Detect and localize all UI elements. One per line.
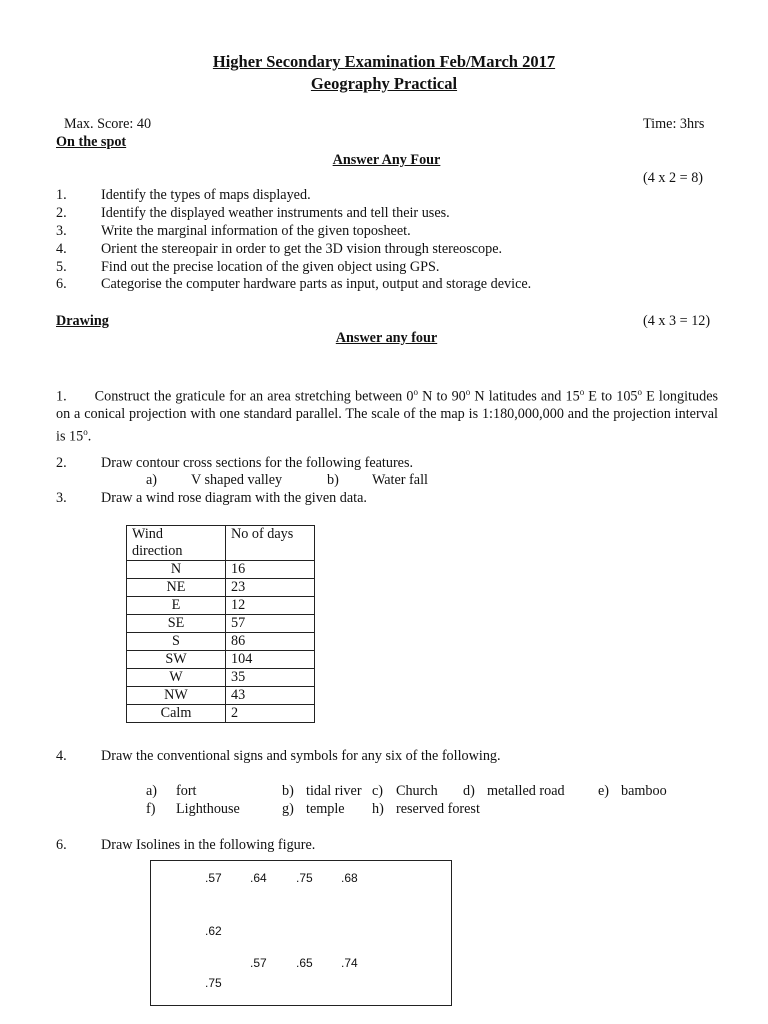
isoline-value: .62: [205, 924, 222, 938]
table-cell: W: [127, 669, 226, 687]
question-text: Identify the types of maps displayed.: [101, 187, 311, 203]
table-cell: N: [127, 561, 226, 579]
question-number: 4.: [56, 241, 67, 257]
question-number: 2.: [56, 455, 67, 471]
option-text: V shaped valley: [191, 472, 283, 488]
question-text: Categorise the computer hardware parts as input, output and storage device.: [101, 276, 532, 292]
question-text: Orient the stereopair in order to get the 3D vision through stereoscope.: [101, 241, 503, 257]
question-text: Find out the precise location of the given object using GPS.: [101, 259, 440, 275]
option-label: b): [327, 472, 339, 488]
question-text: Write the marginal information of the given toposheet.: [101, 223, 411, 239]
table-cell: NE: [127, 579, 226, 597]
table-cell: 16: [226, 561, 315, 579]
question-number: 1.: [56, 388, 67, 405]
table-row: [127, 687, 315, 705]
option-label: a): [146, 472, 158, 488]
drawing-instruction: Answer any four: [335, 330, 438, 346]
drawing-heading: Drawing: [56, 313, 109, 329]
question-number: 3.: [56, 490, 67, 506]
question-number: 6.: [56, 837, 67, 853]
exam-title: Higher Secondary Examination Feb/March 2017: [212, 52, 556, 71]
table-cell: SE: [127, 615, 226, 633]
max-score: Max. Score: 40: [64, 116, 152, 132]
table-row: [127, 561, 315, 579]
option-label: g): [282, 801, 294, 817]
time-allowed: Time: 3hrs: [643, 116, 705, 132]
table-row: [127, 633, 315, 651]
table-cell: 104: [226, 651, 315, 669]
question-text: Draw contour cross sections for the following features.: [101, 455, 414, 471]
table-row: [127, 669, 315, 687]
question-number: 5.: [56, 259, 67, 275]
option-text: reserved forest: [396, 801, 480, 817]
question-text: Draw Isolines in the following figure.: [101, 837, 316, 853]
option-label: d): [463, 783, 475, 799]
table-row: [127, 651, 315, 669]
on-the-spot-heading: On the spot: [56, 134, 127, 150]
table-header-row: [127, 526, 315, 561]
option-label: f): [146, 801, 156, 817]
table-cell: 57: [226, 615, 315, 633]
isoline-value: .57: [250, 956, 267, 970]
option-text: tidal river: [306, 783, 362, 799]
question-text: Draw a wind rose diagram with the given data.: [101, 490, 367, 506]
isoline-value: .64: [250, 871, 267, 885]
table-cell: 2: [226, 705, 315, 723]
option-label: a): [146, 783, 158, 799]
table-cell: E: [127, 597, 226, 615]
question-number: 6.: [56, 276, 67, 292]
option-label: b): [282, 783, 294, 799]
isoline-value: .65: [296, 956, 313, 970]
question-number: 2.: [56, 205, 67, 221]
on-the-spot-marks: (4 x 2 = 8): [643, 170, 704, 186]
question-number: 3.: [56, 223, 67, 239]
table-cell: 35: [226, 669, 315, 687]
table-cell: S: [127, 633, 226, 651]
option-text: Lighthouse: [176, 801, 240, 817]
question-number: 1.: [56, 187, 67, 203]
table-cell: 23: [226, 579, 315, 597]
table-cell: 12: [226, 597, 315, 615]
question-1: 1. Construct the graticule for an area stretching between 0$^o$ N to 90$^o$ N latitudes and 15$^o$ E to 105$^o$ E longitudes on a conical projection with one standard parallel. The scale of the map is 1:180,000,000 and the projection interval is 15$^o$.: [56, 387, 719, 445]
table-row: [127, 597, 315, 615]
question-number: 4.: [56, 748, 67, 764]
option-label: c): [372, 783, 384, 799]
isoline-value: .68: [341, 871, 358, 885]
table-cell: 43: [226, 687, 315, 705]
exam-subtitle: Geography Practical: [310, 74, 458, 93]
question-text: Identify the displayed weather instruments and tell their uses.: [101, 205, 450, 221]
isoline-value: .74: [341, 956, 358, 970]
table-row: [127, 705, 315, 723]
option-text: Water fall: [372, 472, 428, 488]
table-row: [127, 615, 315, 633]
option-text: Church: [396, 783, 438, 799]
question-text: Draw the conventional signs and symbols for any six of the following.: [101, 748, 501, 764]
option-label: h): [372, 801, 384, 817]
table-cell: SW: [127, 651, 226, 669]
option-label: e): [598, 783, 610, 799]
option-text: fort: [176, 783, 197, 799]
table-cell: NW: [127, 687, 226, 705]
column-header-wind-direction: Wind direction: [127, 526, 226, 561]
isoline-figure: [150, 860, 452, 1006]
table-cell: Calm: [127, 705, 226, 723]
drawing-marks: (4 x 3 = 12): [643, 313, 711, 329]
wind-data-table: [126, 525, 315, 723]
on-the-spot-instruction: Answer Any Four: [332, 152, 441, 168]
column-header-days: No of days: [226, 526, 315, 561]
option-text: bamboo: [621, 783, 667, 799]
table-row: [127, 579, 315, 597]
table-cell: 86: [226, 633, 315, 651]
isoline-value: .75: [205, 976, 222, 990]
isoline-value: .57: [205, 871, 222, 885]
option-text: metalled road: [487, 783, 565, 799]
option-text: temple: [306, 801, 345, 817]
isoline-value: .75: [296, 871, 313, 885]
